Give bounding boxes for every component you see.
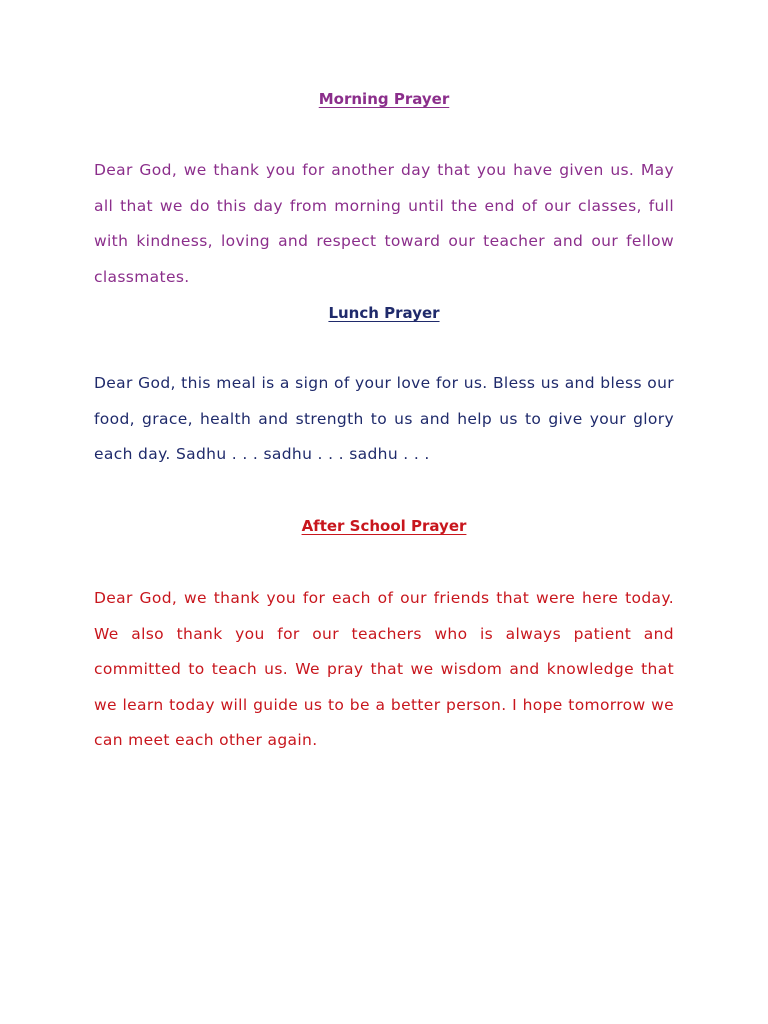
lunch-prayer-text: Dear God, this meal is a sign of your love for us. Bless us and bless our food, grace, health and strength to us and help us to give your glory each day. Sadhu . . . sadhu . . . sadhu . . .: [94, 374, 674, 463]
lunch-prayer-heading: Lunch Prayer: [328, 304, 440, 322]
morning-prayer-heading: Morning Prayer: [318, 90, 450, 108]
after-school-prayer-text: Dear God, we thank you for each of our friends that were here today. We also thank you for our teachers who is always patient and committed to teach us. We pray that we wisdom and knowledge that we learn today will guide us to be a better person. I hope tomorrow we can meet each other again.: [94, 589, 674, 749]
morning-prayer-text: Dear God, we thank you for another day that you have given us. May all that we do this day from morning until the end of our classes, full with kindness, loving and respect toward our teacher and our fellow classmates.: [94, 161, 674, 286]
after-school-prayer-heading: After School Prayer: [301, 517, 467, 535]
